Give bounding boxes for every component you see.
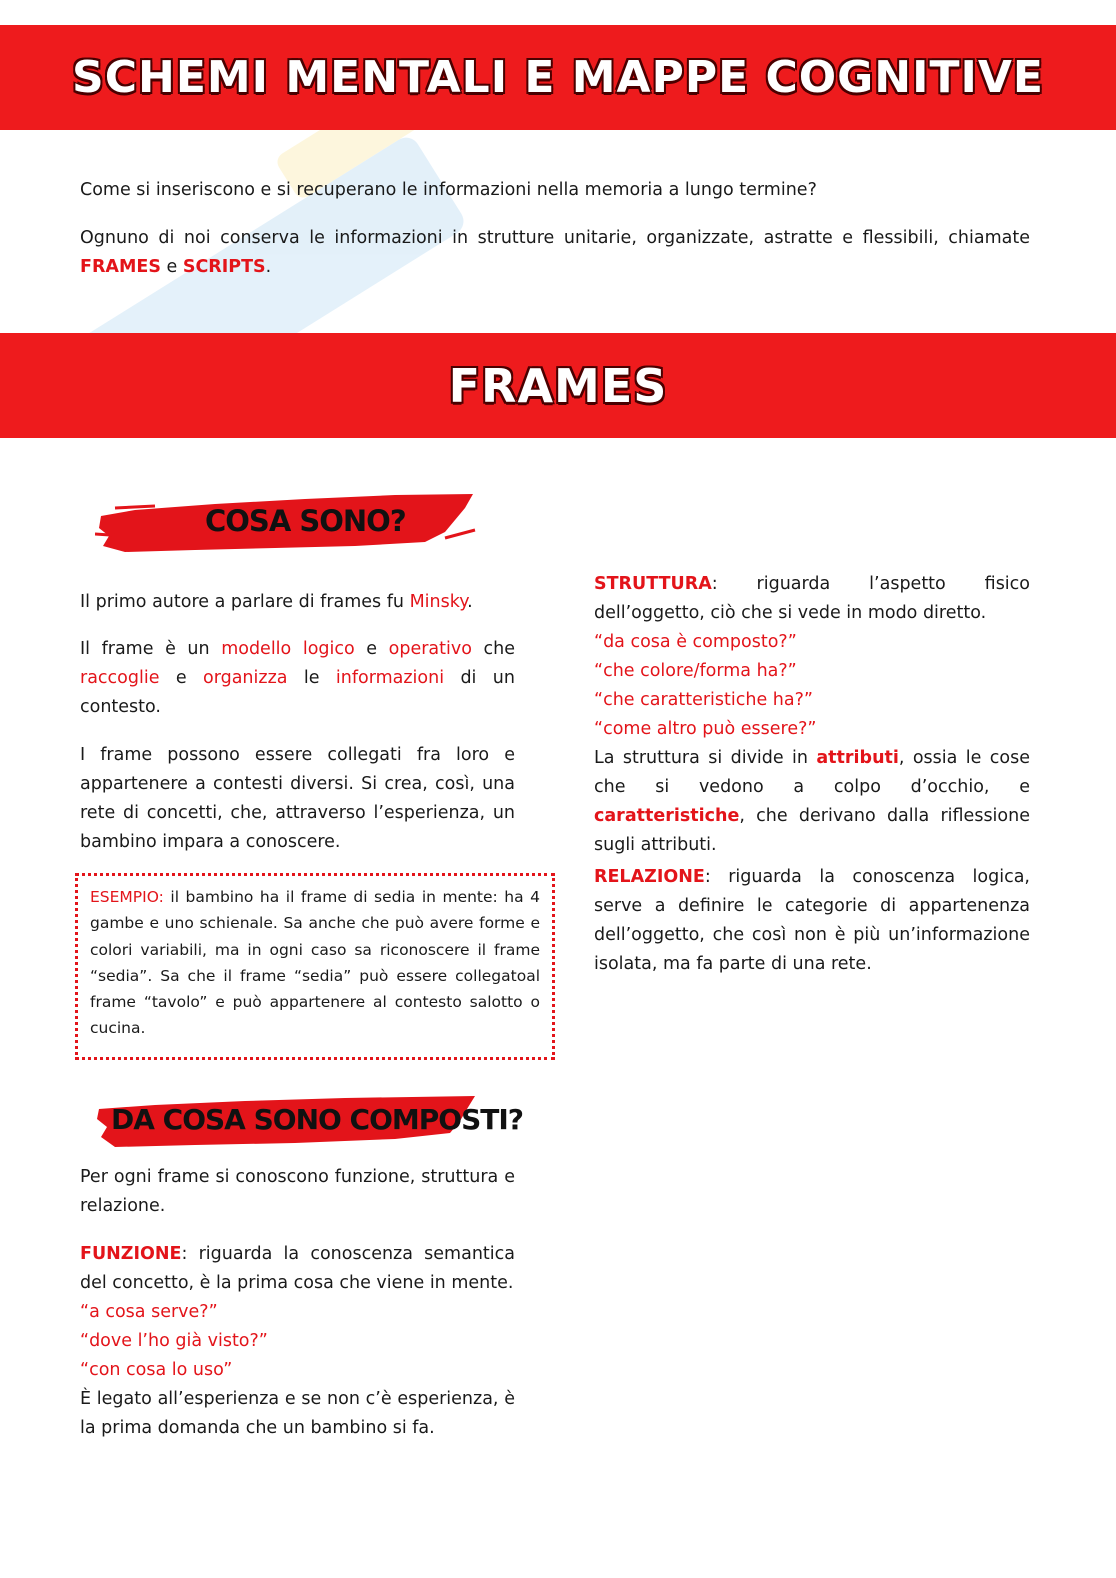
cosa-sono-p2 bbox=[80, 635, 515, 722]
p2-d: e bbox=[159, 668, 203, 688]
keyword-scripts: SCRIPTS bbox=[182, 257, 266, 277]
section-banner bbox=[0, 333, 1116, 438]
kw-informazioni: informazioni bbox=[335, 668, 445, 688]
funzione-end: È legato all’esperienza e se non c’è esperienza, è la prima domanda che un bambino si fa. bbox=[80, 1389, 515, 1438]
intro-and: e bbox=[160, 257, 183, 277]
kw-operativo: operativo bbox=[388, 639, 472, 659]
intro-end: . bbox=[265, 257, 272, 277]
example-text: il bambino ha il frame di sedia in mente: ha 4 gambe e uno schienale. Sa anche che può avere forme e colori variabili, ma in ogni caso sa riconoscere il frame “sedia”. Sa che il frame “sedia” può essere collegatoal frame “tavolo” e può appartenere al contesto salotto o cucina. bbox=[90, 888, 540, 1038]
kw-organizza: organizza bbox=[203, 668, 288, 688]
example-box bbox=[75, 873, 555, 1060]
struttura-block bbox=[594, 570, 1030, 860]
composti-intro: Per ogni frame si conoscono funzione, struttura e relazione. bbox=[80, 1167, 515, 1216]
section-title: FRAMES bbox=[448, 358, 668, 413]
intro-paragraph bbox=[80, 224, 1030, 282]
funzione-block bbox=[80, 1240, 515, 1443]
funzione-question-1: “a cosa serve?” bbox=[80, 1302, 218, 1322]
struttura-question-2: “che colore/forma ha?” bbox=[594, 661, 797, 681]
p2-c: che bbox=[471, 639, 515, 659]
struttura-question-3: “che caratteristiche ha?” bbox=[594, 690, 813, 710]
brush-heading-cosa-sono bbox=[95, 490, 480, 560]
struttura-end bbox=[594, 744, 1030, 860]
intro-question: Come si inseriscono e si recuperano le informazioni nella memoria a lungo termine? bbox=[80, 180, 817, 200]
struttura-def bbox=[594, 570, 1030, 628]
example-label: ESEMPIO: bbox=[90, 888, 164, 906]
cosa-sono-p3: I frame possono essere collegati fra loro e appartenere a contesti diversi. Si crea, così, una rete di concetti, che, attraverso l’esperienza, un bambino impara a conoscere. bbox=[80, 745, 515, 852]
kw-modello-logico: modello logico bbox=[221, 639, 355, 659]
title-banner bbox=[0, 25, 1116, 130]
relazione-block bbox=[594, 863, 1030, 979]
p1-end: . bbox=[467, 592, 473, 612]
p1-text: Il primo autore a parlare di frames fu bbox=[80, 592, 410, 612]
heading-cosa-sono: COSA SONO? bbox=[205, 504, 406, 538]
heading-composti: DA COSA SONO COMPOSTI? bbox=[111, 1103, 524, 1136]
funzione-question-3: “con cosa lo uso” bbox=[80, 1360, 233, 1380]
keyword-frames: FRAMES bbox=[80, 257, 161, 277]
cosa-sono-p1 bbox=[80, 588, 515, 617]
struttura-question-1: “da cosa è composto?” bbox=[594, 632, 797, 652]
relazione-text: : riguarda la conoscenza logica, serve a definire le categorie di appartenenza dell’oggetto, che così non è più un’informazione isolata, ma fa parte di una rete. bbox=[594, 867, 1030, 974]
p2-f: di un contesto. bbox=[80, 668, 515, 717]
struttura-end-c: , che derivano dalla riflessione sugli attributi. bbox=[594, 806, 1030, 855]
funzione-text: : riguarda la conoscenza semantica del concetto, è la prima cosa che viene in mente. bbox=[80, 1244, 515, 1293]
funzione-label: FUNZIONE bbox=[80, 1244, 182, 1264]
p2-b: e bbox=[354, 639, 389, 659]
struttura-end-a: La struttura si divide in bbox=[594, 748, 817, 768]
kw-attributi: attributi bbox=[816, 748, 899, 768]
kw-raccoglie: raccoglie bbox=[80, 668, 160, 688]
struttura-label: STRUTTURA bbox=[594, 574, 712, 594]
p2-e: le bbox=[287, 668, 336, 688]
relazione-label: RELAZIONE bbox=[594, 867, 705, 887]
kw-caratteristiche: caratteristiche bbox=[594, 806, 740, 826]
page-title: SCHEMI MENTALI E MAPPE COGNITIVE bbox=[72, 52, 1044, 103]
funzione-question-2: “dove l’ho già visto?” bbox=[80, 1331, 268, 1351]
struttura-question-4: “come altro può essere?” bbox=[594, 719, 817, 739]
struttura-end-b: , ossia le cose che si vedono a colpo d’occhio, e bbox=[594, 748, 1030, 797]
funzione-def bbox=[80, 1240, 515, 1298]
intro-text: Ognuno di noi conserva le informazioni in strutture unitarie, organizzate, astratte e flessibili, chiamate bbox=[80, 228, 1030, 248]
struttura-text: : riguarda l’aspetto fisico dell’oggetto, ciò che si vede in modo diretto. bbox=[594, 574, 1030, 623]
brush-heading-composti bbox=[95, 1093, 524, 1153]
author-minsky: Minsky bbox=[409, 592, 468, 612]
p2-a: Il frame è un bbox=[80, 639, 222, 659]
